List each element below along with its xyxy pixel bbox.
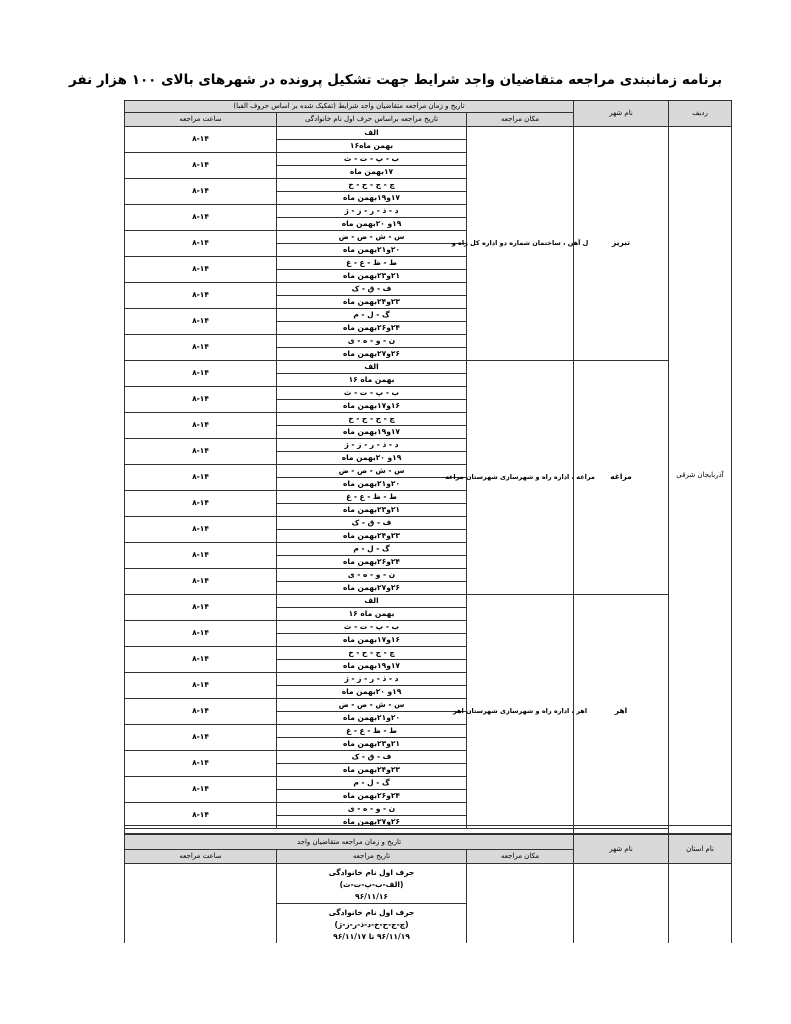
letters-cell: چ - ج - ح - خ (276, 646, 467, 660)
letters-cell: د - ذ - ر - ز - ژ (276, 204, 467, 218)
header-time: ساعت مراجعه (124, 112, 277, 127)
time-cell: ۸-۱۴ (124, 724, 277, 751)
date-cell: ۲۴و۲۶بهمن ماه (276, 555, 467, 569)
time-cell: ۸-۱۴ (124, 646, 277, 673)
letters-cell: د - ذ - ر - ز - ژ (276, 438, 467, 452)
bottom-block-line2: (چ-ج-ح-خ-د-ذ-ر-ز-ژ) (334, 919, 409, 929)
header-date: تاریخ مراجعه براساس حرف اول نام خانوادگی (276, 112, 467, 127)
spacer-row (124, 825, 574, 834)
letters-cell: ب - پ - ت - ث (276, 386, 467, 400)
time-cell: ۸-۱۴ (124, 776, 277, 803)
letters-cell: الف (276, 594, 467, 608)
bottom-block (277, 864, 466, 904)
table2-border (124, 863, 125, 943)
time-cell: ۸-۱۴ (124, 542, 277, 569)
date-cell: ۲۰و۲۱بهمن ماه (276, 711, 467, 725)
time-cell: ۸-۱۴ (124, 178, 277, 205)
time-cell: ۸-۱۴ (124, 230, 277, 257)
time-cell: ۸-۱۴ (124, 360, 277, 387)
letters-cell: ن - و - ه - ی (276, 334, 467, 348)
time-cell: ۸-۱۴ (124, 594, 277, 621)
header-radif: ردیف (668, 100, 732, 127)
date-cell: ۲۴و۲۶بهمن ماه (276, 789, 467, 803)
date-cell: بهمن ماه ۱۶ (276, 373, 467, 387)
header2-date: تاریخ مراجعه (276, 849, 467, 864)
table2-border (466, 863, 467, 943)
date-cell: ۱۷و۱۹بهمن ماه (276, 659, 467, 673)
bottom-block-line1: حرف اول نام خانوادگی (328, 867, 415, 877)
bottom-block-line2: (الف-ب-پ-ت-ث) (339, 879, 404, 889)
date-cell: ۲۳و۲۴بهمن ماه (276, 763, 467, 777)
header2-city: نام شهر (573, 834, 669, 864)
date-cell: ۱۷بهمن ماه (276, 165, 467, 179)
letters-cell: ط - ظ - ع - غ (276, 490, 467, 504)
letters-cell: ب - پ - ت - ث (276, 620, 467, 634)
city-cell: تبریز (573, 126, 669, 361)
time-cell: ۸-۱۴ (124, 386, 277, 413)
page-title: برنامه زمانبندی مراجعه متقاضیان واجد شرایط جهت تشکیل پرونده در شهرهای بالای ۱۰۰ هزار نفر (68, 72, 723, 88)
time-cell: ۸-۱۴ (124, 152, 277, 179)
bottom-block-line3: ۹۶/۱۱/۱۹ تا ۹۶/۱۱/۱۷ (333, 931, 410, 941)
header2-group: تاریخ و زمان مراجعه متقاضیان واجد (124, 834, 574, 850)
time-cell: ۸-۱۴ (124, 802, 277, 829)
place-cell: ل آهن ، ساختمان شماره دو اداره کل راه و (466, 126, 574, 361)
time-cell: ۸-۱۴ (124, 334, 277, 361)
time-cell: ۸-۱۴ (124, 672, 277, 699)
letters-cell: گ - ل - م (276, 542, 467, 556)
province-cell: آذربایجان شرقی (668, 126, 732, 826)
letters-cell: چ - ج - ح - خ (276, 412, 467, 426)
place-cell: اهر ، اداره راه و شهرسازی شهرستان اهر (466, 594, 574, 829)
header2-place: مکان مراجعه (466, 849, 574, 864)
time-cell: ۸-۱۴ (124, 204, 277, 231)
header-group: تاریخ و زمان مراجعه متقاضیان واجد شرایط (تفکیک شده بر اساس حروف الفبا) (124, 100, 574, 113)
time-cell: ۸-۱۴ (124, 438, 277, 465)
date-cell: ۲۳و۲۴بهمن ماه (276, 295, 467, 309)
place-cell: مراغه ، اداره راه و شهرسازی شهرستان مراغه (466, 360, 574, 595)
letters-cell: ط - ظ - ع - غ (276, 256, 467, 270)
date-cell: ۲۶و۲۷بهمن ماه (276, 815, 467, 829)
time-cell: ۸-۱۴ (124, 464, 277, 491)
time-cell: ۸-۱۴ (124, 620, 277, 647)
bottom-block-line1: حرف اول نام خانوادگی (328, 907, 415, 917)
letters-cell: س - ش - ص - ض (276, 698, 467, 712)
letters-cell: الف (276, 126, 467, 140)
header2-province: نام استان (668, 834, 732, 864)
date-cell: ۱۹و ۲۰بهمن ماه (276, 451, 467, 465)
time-cell: ۸-۱۴ (124, 698, 277, 725)
time-cell: ۸-۱۴ (124, 282, 277, 309)
letters-cell: الف (276, 360, 467, 374)
time-cell: ۸-۱۴ (124, 568, 277, 595)
bottom-block (277, 904, 466, 944)
time-cell: ۸-۱۴ (124, 256, 277, 283)
time-cell: ۸-۱۴ (124, 516, 277, 543)
letters-cell: د - ذ - ر - ز - ژ (276, 672, 467, 686)
date-cell: ۱۹و ۲۰بهمن ماه (276, 685, 467, 699)
letters-cell: ب - پ - ت - ث (276, 152, 467, 166)
header-place: مکان مراجعه (466, 112, 574, 127)
letters-cell: چ - ج - ح - خ (276, 178, 467, 192)
time-cell: ۸-۱۴ (124, 308, 277, 335)
letters-cell: ف - ق - ک (276, 750, 467, 764)
city-cell: اهر (573, 594, 669, 829)
date-cell: ۱۷و۱۹بهمن ماه (276, 425, 467, 439)
date-cell: ۲۱و۲۳بهمن ماه (276, 503, 467, 517)
date-cell: ۱۷و۱۹بهمن ماه (276, 191, 467, 205)
time-cell: ۸-۱۴ (124, 750, 277, 777)
letters-cell: ف - ق - ک (276, 282, 467, 296)
header-city: نام شهر (573, 100, 669, 127)
table2-border (731, 863, 732, 943)
date-cell: ۲۱و۲۳بهمن ماه (276, 269, 467, 283)
letters-cell: گ - ل - م (276, 308, 467, 322)
table2-border (573, 863, 574, 943)
time-cell: ۸-۱۴ (124, 412, 277, 439)
time-cell: ۸-۱۴ (124, 126, 277, 153)
date-cell: ۲۰و۲۱بهمن ماه (276, 477, 467, 491)
letters-cell: ف - ق - ک (276, 516, 467, 530)
date-cell: بهمن ماه ۱۶ (276, 607, 467, 621)
table2-border (668, 863, 669, 943)
date-cell: ۲۴و۲۶بهمن ماه (276, 321, 467, 335)
date-cell: ۲۶و۲۷بهمن ماه (276, 581, 467, 595)
date-cell: ۲۱و۲۳بهمن ماه (276, 737, 467, 751)
letters-cell: ط - ظ - ع - غ (276, 724, 467, 738)
letters-cell: ن - و - ه - ی (276, 802, 467, 816)
letters-cell: س - ش - ص - ض (276, 230, 467, 244)
date-cell: ۲۳و۲۴بهمن ماه (276, 529, 467, 543)
header2-time: ساعت مراجعه (124, 849, 277, 864)
date-cell: ۱۶و۱۷بهمن ماه (276, 633, 467, 647)
letters-cell: س - ش - ص - ض (276, 464, 467, 478)
date-cell: ۱۶و۱۷بهمن ماه (276, 399, 467, 413)
letters-cell: ن - و - ه - ی (276, 568, 467, 582)
date-cell: ۲۰و۲۱بهمن ماه (276, 243, 467, 257)
time-cell: ۸-۱۴ (124, 490, 277, 517)
date-cell: بهمن ماه۱۶ (276, 139, 467, 153)
city-cell: مراغه (573, 360, 669, 595)
spacer-row-city (573, 825, 669, 834)
bottom-block-line3: ۹۶/۱۱/۱۶ (355, 891, 388, 901)
date-cell: ۱۹و ۲۰بهمن ماه (276, 217, 467, 231)
date-cell: ۲۶و۲۷بهمن ماه (276, 347, 467, 361)
spacer-row-province (668, 825, 732, 834)
letters-cell: گ - ل - م (276, 776, 467, 790)
